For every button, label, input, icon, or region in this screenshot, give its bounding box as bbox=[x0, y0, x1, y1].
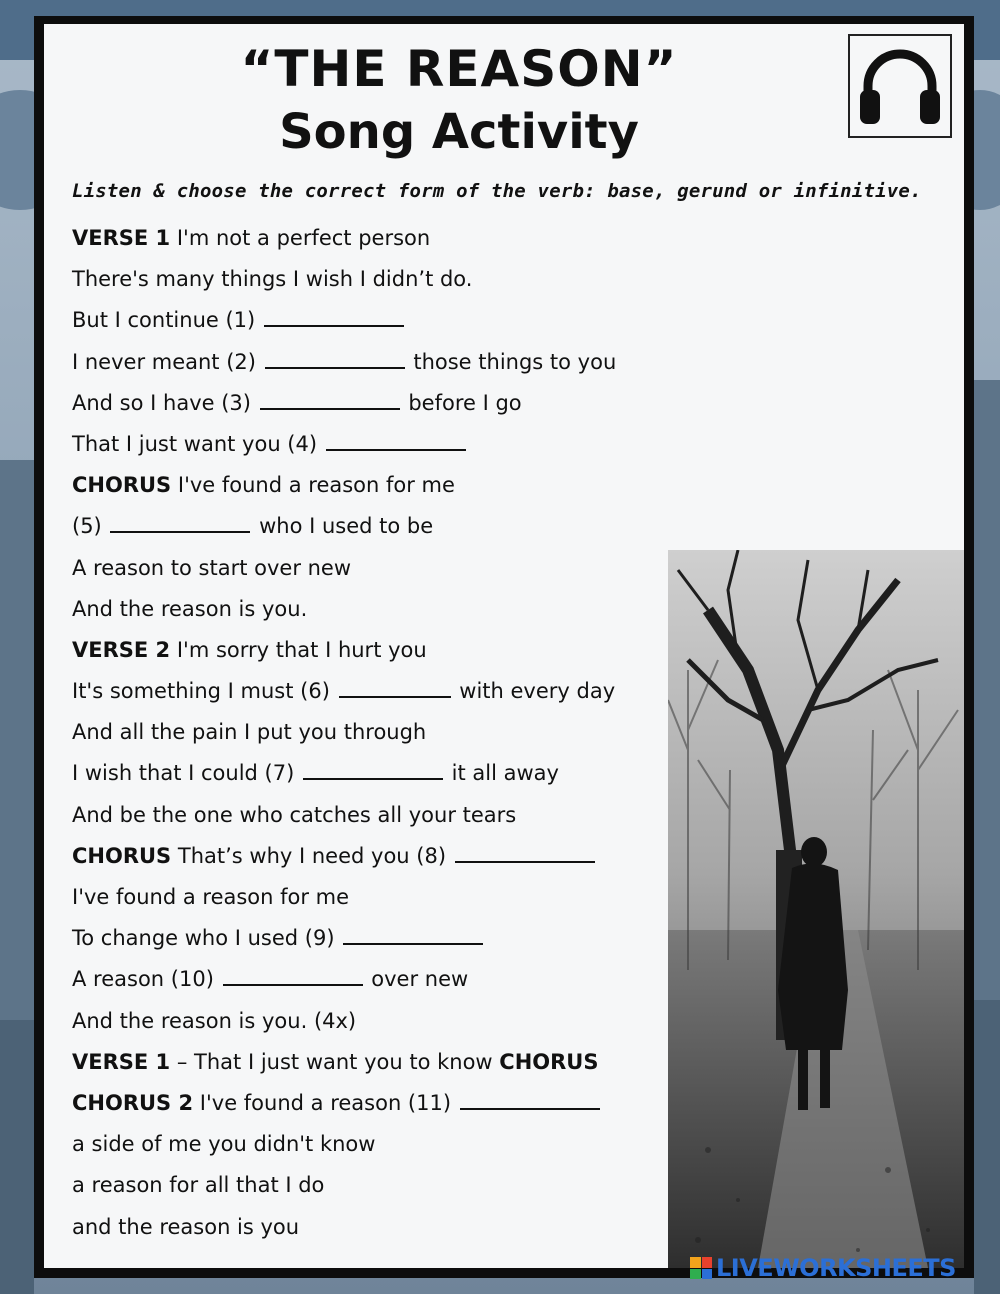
lyric-text-after: before I go bbox=[408, 390, 522, 415]
answer-blank[interactable] bbox=[265, 349, 405, 369]
lyric-line bbox=[72, 467, 692, 508]
lyric-text: And be the one who catches all your tears bbox=[72, 802, 517, 827]
lyric-text: and the reason is you bbox=[72, 1214, 300, 1239]
headphones-button[interactable] bbox=[848, 34, 952, 138]
headphones-icon bbox=[850, 36, 950, 136]
section-tag: CHORUS bbox=[499, 1049, 599, 1074]
lyric-text-after: who I used to be bbox=[259, 514, 434, 539]
lyric-text: There's many things I wish I didn’t do. bbox=[72, 267, 473, 292]
answer-blank[interactable] bbox=[339, 678, 451, 698]
lyric-text: I've found a reason (11) bbox=[199, 1090, 452, 1115]
lyric-text-after: those things to you bbox=[413, 349, 617, 374]
lyric-line bbox=[72, 714, 692, 755]
answer-blank[interactable] bbox=[455, 843, 595, 863]
lyric-line bbox=[72, 302, 692, 343]
section-tag: VERSE 1 bbox=[72, 1049, 171, 1074]
lyric-text: And the reason is you. bbox=[72, 596, 308, 621]
lyric-line bbox=[72, 673, 692, 714]
lyric-line bbox=[72, 261, 692, 302]
lyric-line bbox=[72, 920, 692, 961]
lyric-line bbox=[72, 797, 692, 838]
answer-blank[interactable] bbox=[303, 760, 443, 780]
answer-blank[interactable] bbox=[223, 966, 363, 986]
lyric-text: – That I just want you to know bbox=[176, 1049, 493, 1074]
lyric-line bbox=[72, 550, 692, 591]
lyric-text: I've found a reason for me bbox=[177, 473, 455, 498]
section-tag: CHORUS 2 bbox=[72, 1090, 194, 1115]
lyric-text: To change who I used (9) bbox=[72, 926, 335, 951]
lyric-text-after: it all away bbox=[451, 761, 559, 786]
lyric-line bbox=[72, 1044, 692, 1085]
lyric-line bbox=[72, 508, 692, 549]
lyric-line bbox=[72, 1126, 692, 1167]
page-title: “THE REASON” bbox=[240, 40, 678, 98]
answer-blank[interactable] bbox=[460, 1090, 600, 1110]
page-subtitle: Song Activity bbox=[279, 104, 639, 160]
lyric-text: I never meant (2) bbox=[72, 349, 256, 374]
lyric-text: It's something I must (6) bbox=[72, 679, 330, 704]
answer-blank[interactable] bbox=[343, 925, 483, 945]
lyric-line bbox=[72, 426, 692, 467]
lyric-line bbox=[72, 220, 692, 261]
lyric-line bbox=[72, 1209, 692, 1250]
lyric-text: a reason for all that I do bbox=[72, 1173, 325, 1198]
lyric-text: (5) bbox=[72, 514, 102, 539]
lyric-line bbox=[72, 591, 692, 632]
lyric-text: And all the pain I put you through bbox=[72, 720, 427, 745]
lyric-line bbox=[72, 755, 692, 796]
section-tag: VERSE 1 bbox=[72, 226, 171, 250]
lyric-line bbox=[72, 632, 692, 673]
answer-blank[interactable] bbox=[260, 390, 400, 410]
answer-blank[interactable] bbox=[326, 431, 466, 451]
lyric-text: That I just want you (4) bbox=[72, 431, 318, 456]
answer-blank[interactable] bbox=[110, 513, 250, 533]
section-tag: VERSE 2 bbox=[72, 637, 171, 662]
section-tag: CHORUS bbox=[72, 843, 172, 868]
lyric-text: But I continue (1) bbox=[72, 308, 256, 333]
lyric-text: That’s why I need you (8) bbox=[177, 843, 447, 868]
lyric-text: A reason to start over new bbox=[72, 555, 352, 580]
liveworksheets-logo bbox=[690, 1254, 990, 1282]
lyric-line bbox=[72, 961, 692, 1002]
lyric-line bbox=[72, 1003, 692, 1044]
lyric-text: And so I have (3) bbox=[72, 390, 251, 415]
lyric-text: I've found a reason for me bbox=[72, 885, 350, 909]
lyric-line bbox=[72, 1085, 692, 1126]
lyric-line bbox=[72, 344, 692, 385]
lyric-text: a side of me you didn't know bbox=[72, 1132, 376, 1157]
lyric-line bbox=[72, 385, 692, 426]
lyric-text: I wish that I could (7) bbox=[72, 761, 295, 786]
lyric-line bbox=[72, 1167, 692, 1208]
lyric-text: I'm sorry that I hurt you bbox=[176, 637, 427, 662]
lyric-text-after: with every day bbox=[459, 679, 616, 704]
lyric-text-after: over new bbox=[371, 967, 469, 992]
lyrics-list bbox=[72, 220, 692, 1250]
lyric-line bbox=[72, 838, 692, 879]
worksheet-page bbox=[44, 24, 964, 1268]
instruction-text: Listen & choose the correct form of the verb: base, gerund or infinitive. bbox=[72, 180, 922, 202]
lyric-text: I'm not a perfect person bbox=[176, 226, 431, 250]
lyric-line bbox=[72, 879, 692, 920]
liveworksheets-logo-icon bbox=[690, 1257, 712, 1279]
logo-text: LIVEWORKSHEETS bbox=[716, 1254, 956, 1282]
lyric-text: And the reason is you. (4x) bbox=[72, 1008, 357, 1033]
section-tag: CHORUS bbox=[72, 473, 172, 498]
man-walking-in-park-photo bbox=[668, 550, 964, 1268]
lyric-text: A reason (10) bbox=[72, 967, 214, 992]
answer-blank[interactable] bbox=[264, 307, 404, 327]
